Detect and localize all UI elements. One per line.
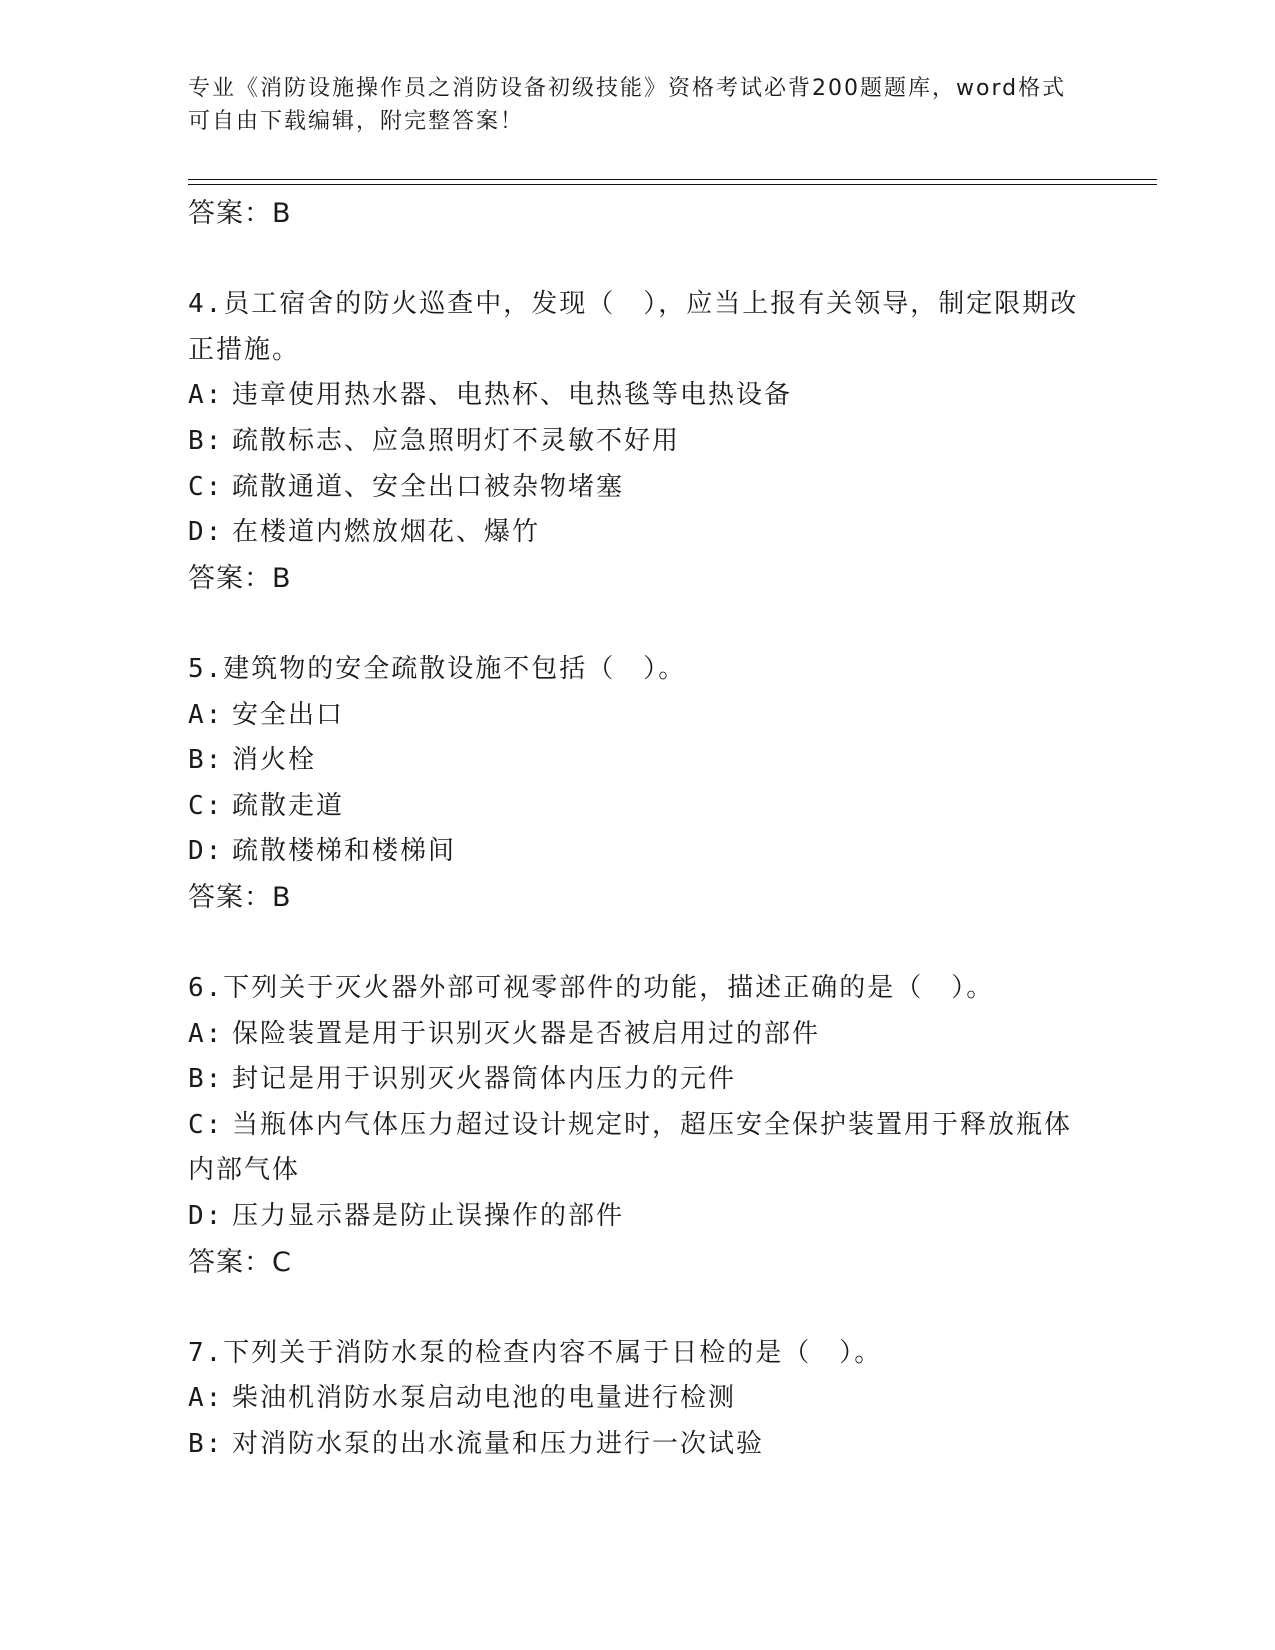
option-item [188, 784, 1088, 830]
question-stem: 6.下列关于灭火器外部可视零部件的功能，描述正确的是（ ）。 [188, 973, 995, 1004]
option-text: 疏散走道 [232, 790, 345, 821]
option-item [188, 1422, 1088, 1468]
option-text: 当瓶体内气体压力超过设计规定时，超压安全保护装置用于释放瓶体内部气体 [188, 1109, 1073, 1186]
option-label: D: [188, 836, 224, 867]
option-item [188, 373, 1088, 419]
option-item [188, 1194, 1088, 1240]
option-item [188, 510, 1088, 556]
option-item [188, 1103, 1088, 1194]
option-item [188, 829, 1088, 875]
option-item [188, 693, 1088, 739]
option-text: 疏散标志、应急照明灯不灵敏不好用 [232, 425, 681, 456]
question-stem: 5.建筑物的安全疏散设施不包括（ ）。 [188, 653, 687, 684]
question-stem: 7.下列关于消防水泵的检查内容不属于日检的是（ ）。 [188, 1337, 883, 1368]
spacer [188, 921, 1088, 967]
option-item [188, 419, 1088, 465]
option-label: B: [188, 745, 224, 776]
option-label: C: [188, 471, 224, 502]
option-label: A: [188, 380, 224, 411]
option-label: A: [188, 699, 224, 730]
option-text: 违章使用热水器、电热杯、电热毯等电热设备 [232, 380, 793, 411]
answer-line: 答案：C [188, 1246, 292, 1278]
question-stem: 4.员工宿舍的防火巡查中，发现（ ），应当上报有关领导，制定限期改正措施。 [188, 289, 1079, 365]
option-item [188, 465, 1088, 511]
option-item [188, 738, 1088, 784]
option-label: B: [188, 1064, 224, 1095]
option-label: C: [188, 1109, 224, 1140]
document-header: 专业《消防设施操作员之消防设备初级技能》资格考试必背200题题库，word格式可自由下载编辑，附完整答案！ [188, 76, 1067, 134]
option-text: 柴油机消防水泵启动电池的电量进行检测 [232, 1383, 737, 1414]
header-rule-bottom [188, 184, 1157, 185]
option-text: 保险装置是用于识别灭火器是否被启用过的部件 [232, 1018, 821, 1049]
option-label: B: [188, 425, 224, 456]
option-text: 安全出口 [232, 699, 345, 730]
option-item [188, 1012, 1088, 1058]
spacer [188, 1285, 1088, 1331]
option-label: D: [188, 1201, 224, 1232]
option-text: 对消防水泵的出水流量和压力进行一次试验 [232, 1429, 765, 1460]
spacer [188, 601, 1088, 647]
question-list [188, 191, 1088, 1468]
option-label: A: [188, 1383, 224, 1414]
option-label: C: [188, 790, 224, 821]
option-label: B: [188, 1429, 224, 1460]
option-text: 疏散通道、安全出口被杂物堵塞 [232, 471, 625, 502]
option-text: 疏散楼梯和楼梯间 [232, 836, 457, 867]
header-rule-top [188, 179, 1157, 180]
option-text: 在楼道内燃放烟花、爆竹 [232, 517, 541, 548]
option-label: A: [188, 1018, 224, 1049]
answer-line: 答案：B [188, 198, 292, 229]
option-label: D: [188, 517, 224, 548]
answer-line: 答案：B [188, 881, 292, 913]
answer-line: 答案：B [188, 562, 292, 594]
option-text: 压力显示器是防止误操作的部件 [232, 1201, 625, 1232]
option-item [188, 1376, 1088, 1422]
spacer [188, 237, 1088, 283]
option-item [188, 1057, 1088, 1103]
option-text: 消火栓 [232, 745, 317, 776]
option-text: 封记是用于识别灭火器筒体内压力的元件 [232, 1064, 737, 1095]
